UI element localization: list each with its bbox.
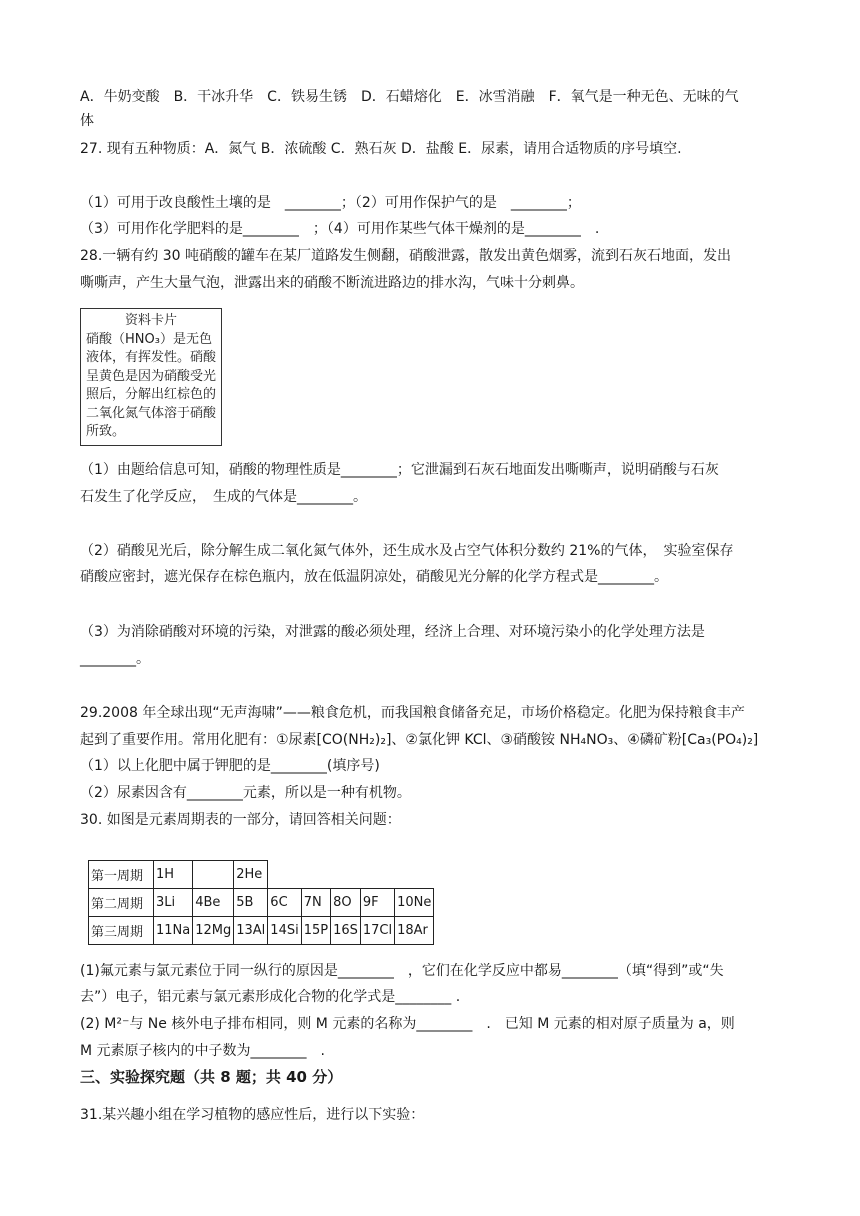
q28-part1-line1: （1）由题给信息可知，硝酸的物理性质是________；它泄漏到石灰石地面发出嘶嘶声，说明硝酸与石灰 [80,462,719,478]
q27-part-3-4: （3）可用作化学肥料的是________ ；（4）可用作某些气体干燥剂的是________ . [80,221,600,237]
element-cell [193,861,234,889]
q30-part1-line1: (1)氟元素与氯元素位于同一纵行的原因是________ ，它们在化学反应中都易________（填“得到”或“失 [80,963,724,979]
element-cell: 15P [301,917,330,945]
element-cell: 18Ar [395,917,434,945]
info-card [80,308,222,446]
info-card-body: 硝酸（HNO₃）是无色液体，有挥发性。硝酸呈黄色是因为硝酸受光照后，分解出红棕色的二氧化氮气体溶于硝酸所致。 [86,331,217,439]
periodic-row [89,861,434,889]
periodic-row [89,889,434,917]
q30-stem: 30. 如图是元素周期表的一部分，请回答相关问题： [80,812,401,828]
q30-part2-line2: M 元素原子核内的中子数为________ . [80,1043,325,1059]
element-cell: 2He [234,861,268,889]
q29-part1: （1）以上化肥中属于钾肥的是________(填序号) [80,758,380,774]
q28-part3-line2: ________。 [80,651,150,667]
element-cell: 7N [301,889,330,917]
periodic-row [89,917,434,945]
element-cell: 13Al [234,917,268,945]
q28-stem-line1: 28.一辆有约 30 吨硝酸的罐车在某厂道路发生侧翻，硝酸泄露，散发出黄色烟雾，流到石灰石地面，发出 [80,248,731,264]
q28-part2-line2: 硝酸应密封，遮光保存在棕色瓶内，放在低温阴凉处，硝酸见光分解的化学方程式是________。 [80,569,668,585]
q30-part1-line2: 去”）电子，铝元素与氯元素形成化合物的化学式是________ . [80,989,461,1005]
q29-stem-line2: 起到了重要作用。常用化肥有：①尿素[CO(NH₂)₂]、②氯化钾 KCl、③硝酸铵 NH₄NO₃、④磷矿粉[Ca₃(PO₄)₂] [80,732,759,748]
element-cell: 16S [331,917,361,945]
q31-stem: 31.某兴趣小组在学习植物的感应性后，进行以下实验： [80,1107,425,1123]
element-cell: 6C [268,889,301,917]
q28-stem-line2: 嘶嘶声，产生大量气泡，泄露出来的硝酸不断流进路边的排水沟，气味十分刺鼻。 [80,275,584,291]
element-cell: 4Be [193,889,234,917]
q28-part3-line1: （3）为消除硝酸对环境的污染，对泄露的酸必须处理，经济上合理、对环境污染小的化学处理方法是 [80,624,705,640]
element-cell: 10Ne [395,889,434,917]
period-label: 第三周期 [89,917,154,945]
element-cell: 1H [154,861,193,889]
q28-part1-line2: 石发生了化学反应， 生成的气体是________。 [80,489,367,505]
element-cell: 5B [234,889,268,917]
q26-options-wrap: 体 [80,113,94,129]
period-label: 第一周期 [89,861,154,889]
element-cell: 12Mg [193,917,234,945]
periodic-table [88,860,434,945]
section-heading: 三、实验探究题（共 8 题；共 40 分） [80,1068,343,1086]
q28-part2-line1: （2）硝酸见光后，除分解生成二氧化氮气体外，还生成水及占空气体积分数约 21%的气体， 实验室保存 [80,543,734,559]
element-cell: 3Li [154,889,193,917]
element-cell: 9F [360,889,394,917]
element-cell: 11Na [154,917,193,945]
element-cell: 8O [331,889,361,917]
q26-options-line: A．牛奶变酸 B．干冰升华 C．铁易生锈 D．石蜡熔化 E．冰雪消融 F．氧气是一种无色、无味的气 [80,89,739,105]
q29-stem-line1: 29.2008 年全球出现“无声海啸”——粮食危机，而我国粮食储备充足，市场价格稳定。化肥为保持粮食丰产 [80,705,745,721]
info-card-title: 资料卡片 [124,313,177,328]
element-cell: 17Cl [360,917,394,945]
period-label: 第二周期 [89,889,154,917]
element-cell: 14Si [268,917,301,945]
q29-part2: （2）尿素因含有________元素，所以是一种有机物。 [80,785,411,801]
q27-part-1-2: （1）可用于改良酸性土壤的是 ________；（2）可用作保护气的是 ________； [80,195,581,211]
q27-stem: 27. 现有五种物质：A．氮气 B．浓硫酸 C．熟石灰 D．盐酸 E．尿素，请用合适物质的序号填空. [80,141,682,157]
q30-part2-line1: (2) M²⁻与 Ne 核外电子排布相同，则 M 元素的名称为________ . 已知 M 元素的相对原子质量为 a，则 [80,1016,735,1032]
